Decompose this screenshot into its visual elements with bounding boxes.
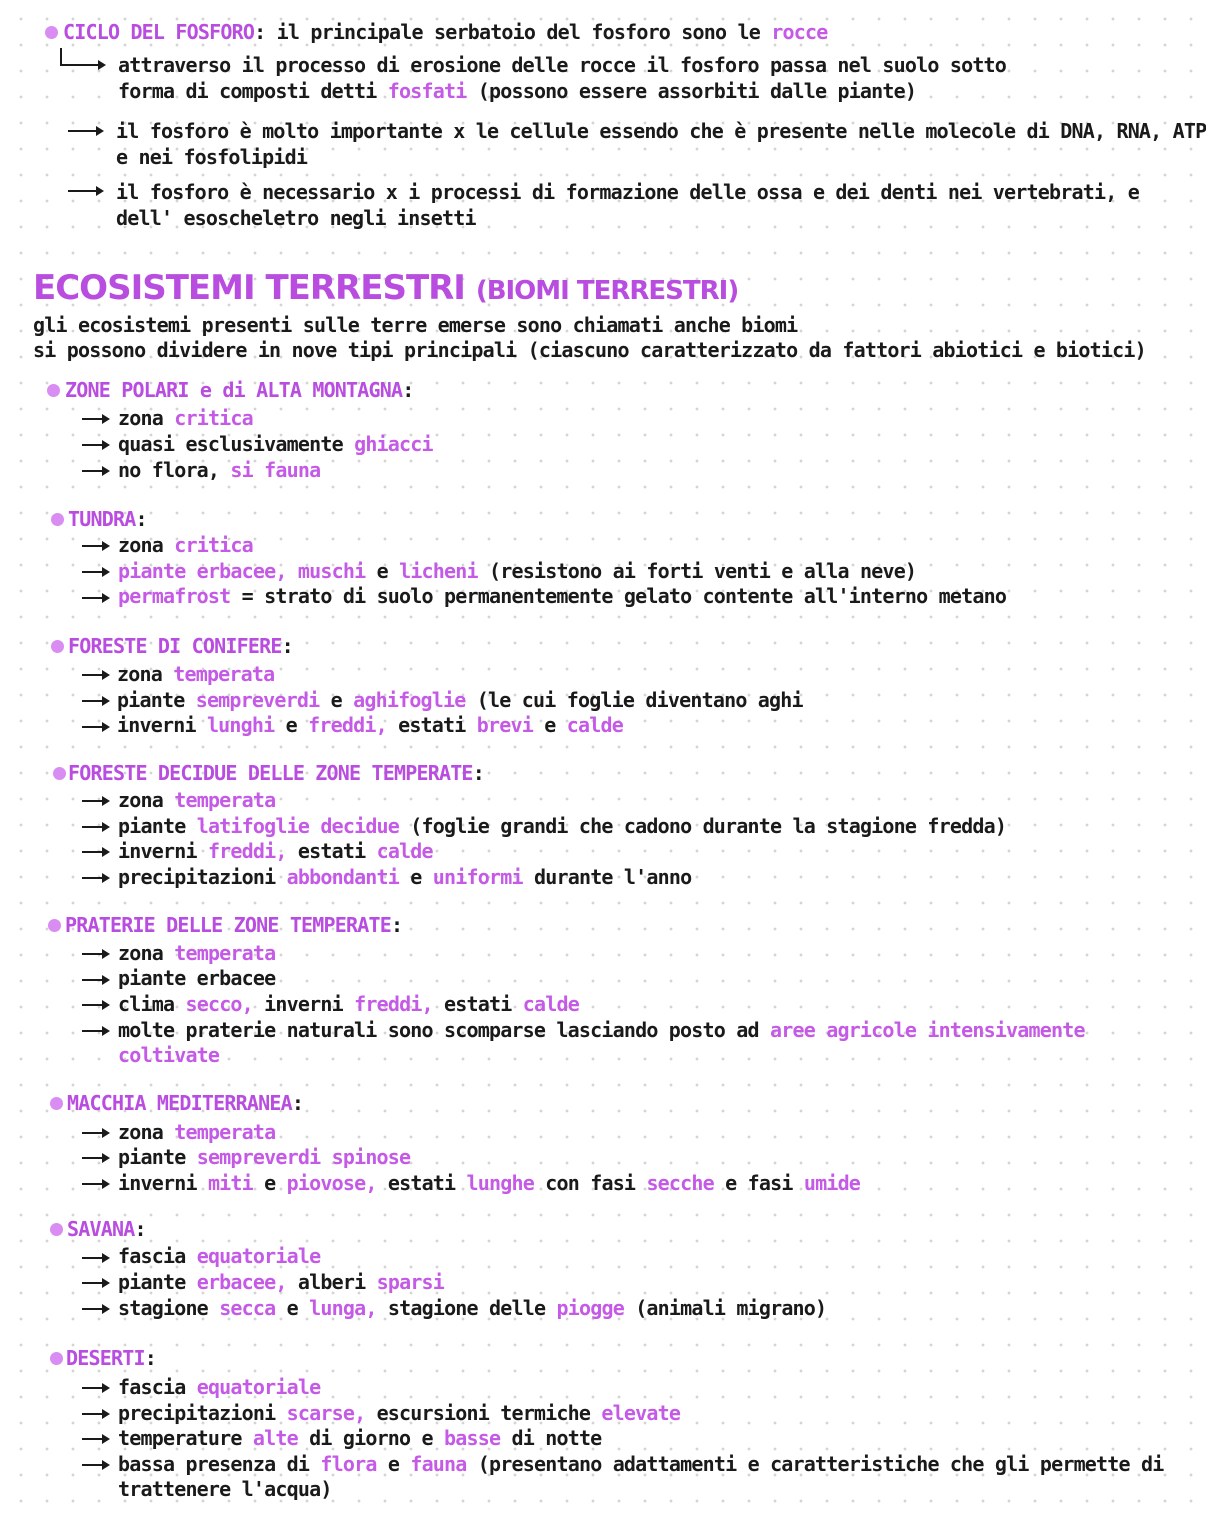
arrow-icon (82, 545, 108, 547)
arrow-icon (68, 130, 102, 132)
arrow-icon (82, 1257, 108, 1259)
arrow-icon (82, 444, 108, 446)
arrow-icon (82, 1132, 108, 1134)
arrow-icon (82, 470, 108, 472)
arrow-icon (82, 826, 108, 828)
bullet-dot-icon (47, 384, 60, 397)
arrow-icon (82, 1282, 108, 1284)
arrow-icon (82, 979, 108, 981)
intro-text: si possono dividere in nove tipi principali (ciascuno caratterizzato da fattori abiotici e biotici) (33, 338, 1146, 362)
arrow-icon (82, 726, 108, 728)
arrow-icon (60, 64, 104, 66)
arrow-icon (82, 418, 108, 420)
bullet-dot-icon (50, 1352, 63, 1365)
bullet-dot-icon (45, 26, 58, 39)
biome-heading: FORESTE DI CONIFERE: (68, 634, 293, 658)
page-subtitle: (BIOMI TERRESTRI) (475, 276, 739, 306)
arrow-icon (82, 1308, 108, 1310)
page-title: ECOSISTEMI TERRESTRI (BIOMI TERRESTRI) (33, 268, 739, 308)
bullet-dot-icon (50, 1097, 63, 1110)
biome-heading: PRATERIE DELLE ZONE TEMPERATE: (65, 913, 403, 937)
arrow-icon (82, 800, 108, 802)
bullet-dot-icon (50, 1223, 63, 1236)
arrow-icon (82, 1183, 108, 1185)
biome-heading: ZONE POLARI e di ALTA MONTAGNA: (65, 378, 414, 402)
biome-heading: DESERTI: (66, 1346, 156, 1370)
arrow-icon (82, 1004, 108, 1006)
biome-heading: MACCHIA MEDITERRANEA: (67, 1091, 304, 1115)
arrow-icon (82, 700, 108, 702)
arrow-icon (68, 190, 102, 192)
arrow-icon (82, 674, 108, 676)
biome-heading: FORESTE DECIDUE DELLE ZONE TEMPERATE: (68, 761, 484, 785)
arrow-icon (82, 597, 108, 599)
biome-heading: SAVANA: (67, 1217, 146, 1241)
arrow-icon (82, 877, 108, 879)
arrow-icon (82, 1438, 108, 1440)
intro-text: gli ecosistemi presenti sulle terre emerse sono chiamati anche biomi (33, 313, 798, 337)
arrow-icon (82, 1157, 108, 1159)
fosforo-heading-line: CICLO DEL FOSFORO: il principale serbatoio del fosforo sono le rocce (63, 20, 828, 44)
arrow-icon (82, 1387, 108, 1389)
bullet-dot-icon (53, 767, 66, 780)
arrow-icon (82, 1030, 108, 1032)
biome-heading: TUNDRA: (68, 507, 147, 531)
section-heading: CICLO DEL FOSFORO (63, 20, 255, 44)
bullet-dot-icon (48, 919, 61, 932)
arrow-icon (82, 851, 108, 853)
arrow-icon (82, 1413, 108, 1415)
arrow-icon (82, 571, 108, 573)
arrow-icon (82, 953, 108, 955)
bullet-dot-icon (51, 640, 64, 653)
corner-arrow-icon (60, 48, 62, 64)
bullet-dot-icon (51, 513, 64, 526)
arrow-icon (82, 1464, 108, 1466)
